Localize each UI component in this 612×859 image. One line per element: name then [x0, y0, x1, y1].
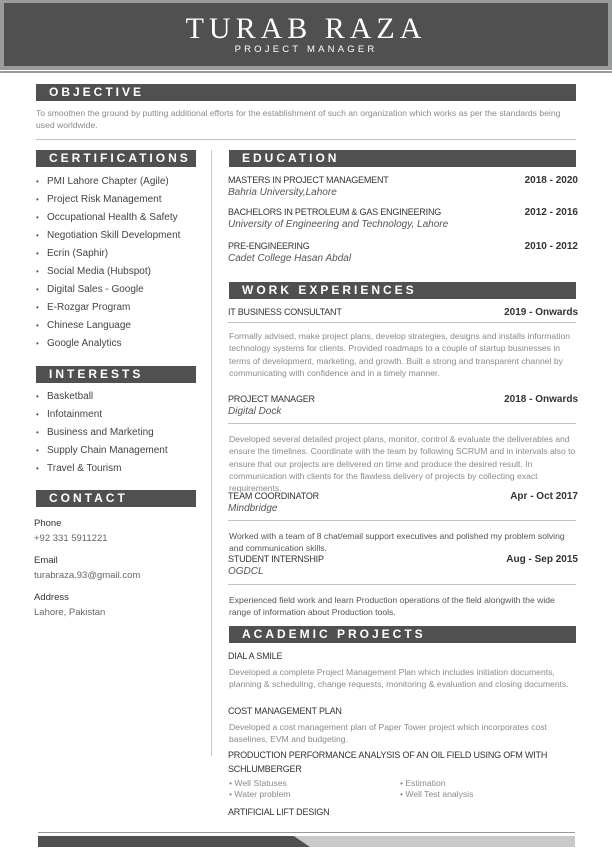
- header-divider: [0, 71, 612, 73]
- job-description: Experienced field work and learn Production operations of the field alongwith the wide range of information about Production tools.: [229, 595, 555, 618]
- education-degree: MASTERS IN PROJECT MANAGEMENT: [228, 175, 389, 185]
- job-company: Mindbridge: [228, 503, 278, 514]
- interest-item: • Basketball: [36, 388, 211, 406]
- job-description: Formally advised, make project plans, develop strategies, designs and installs information technology systems for clients. Provided roadmaps to a couple of startup businesses in terms of development, marketing, and growth. Built a strong and transparent channel by communicating with confidence and in a timely manner.: [229, 331, 571, 378]
- job-title: IT BUSINESS CONSULTANT: [228, 307, 342, 317]
- job-title: TEAM COORDINATOR: [228, 491, 319, 501]
- email-label: Email: [34, 555, 58, 566]
- work-heading: WORK EXPERIENCES: [229, 282, 576, 299]
- certification-item: • Occupational Health & Safety: [36, 209, 211, 227]
- interest-item: • Infotainment: [36, 406, 211, 424]
- objective-text: To smoothen the ground by putting additional efforts for the establishment of such an organization which works as per the standards being used worldwide.: [36, 108, 561, 131]
- interest-item: • Supply Chain Management: [36, 442, 211, 460]
- education-school: Cadet College Hasan Abdal: [228, 253, 352, 264]
- project-title: DIAL A SMILE: [228, 651, 283, 661]
- job-description: Worked with a team of 8 chat/email support executives and polished my problem solving and communication skills.: [229, 531, 565, 554]
- project-title: COST MANAGEMENT PLAN: [228, 706, 342, 716]
- certification-item: • Chinese Language: [36, 317, 211, 335]
- job-company: OGDCL: [228, 566, 264, 577]
- certification-item: • Google Analytics: [36, 335, 211, 353]
- education-school: University of Engineering and Technology, Lahore: [228, 219, 449, 230]
- divider: [228, 520, 576, 521]
- address-value: Lahore, Pakistan: [34, 607, 106, 618]
- certification-item: • Digital Sales - Google: [36, 281, 211, 299]
- divider: [36, 139, 576, 140]
- candidate-name: TURAB RAZA: [185, 12, 427, 45]
- email-value[interactable]: turabraza.93@gmail.com: [34, 570, 141, 581]
- education-heading: EDUCATION: [229, 150, 576, 167]
- job-dates: 2018 - Onwards: [504, 394, 578, 405]
- job-dates: 2019 - Onwards: [504, 307, 578, 318]
- job-description: Developed several detailed project plans, monitor, control & evaluate the deliverables and ensure the timelines. Coordinate with the team by following SCRUM and in intervals also to ensure that our projects are delivered on time and produce the desired result. In communication with clients for the flawless delivery of projects by collecting exact requirements.: [229, 434, 576, 494]
- project-title: PRODUCTION PERFORMANCE ANALYSIS OF AN OIL FIELD USING OFM WITH SCHLUMBERGER: [228, 750, 548, 774]
- certifications-list: [36, 173, 211, 353]
- objective-heading: OBJECTIVE: [36, 84, 576, 101]
- certification-item: • PMI Lahore Chapter (Agile): [36, 173, 211, 191]
- interest-item: • Business and Marketing: [36, 424, 211, 442]
- footer-accent: [38, 836, 310, 847]
- footer-line: [38, 832, 575, 833]
- education-dates: 2012 - 2016: [524, 207, 578, 218]
- job-title: STUDENT INTERNSHIP: [228, 554, 324, 564]
- project-bullet: • Well Test analysis: [400, 789, 474, 799]
- column-divider: [211, 150, 212, 756]
- project-description: Developed a complete Project Management Plan which includes initiation documents, planning & scheduling, change requests, monitoring & evaluation and closing documents.: [229, 667, 569, 690]
- job-title: PROJECT MANAGER: [228, 394, 315, 404]
- certifications-heading: CERTIFICATIONS: [36, 150, 196, 167]
- project-bullet: • Well Statuses: [229, 778, 287, 788]
- certification-item: • E-Rozgar Program: [36, 299, 211, 317]
- interest-item: • Travel & Tourism: [36, 460, 211, 478]
- education-degree: BACHELORS IN PETROLEUM & GAS ENGINEERING: [228, 207, 442, 217]
- education-school: Bahria University,Lahore: [228, 187, 337, 198]
- address-label: Address: [34, 592, 69, 603]
- phone-value: +92 331 5911221: [34, 533, 108, 544]
- divider: [228, 584, 576, 585]
- interests-list: [36, 388, 211, 478]
- education-degree: PRE-ENGINEERING: [228, 241, 310, 251]
- interests-heading: INTERESTS: [36, 366, 196, 383]
- project-title: ARTIFICIAL LIFT DESIGN: [228, 807, 330, 817]
- job-dates: Aug - Sep 2015: [506, 554, 578, 565]
- divider: [228, 423, 576, 424]
- job-company: Digital Dock: [228, 406, 282, 417]
- phone-label: Phone: [34, 518, 62, 529]
- candidate-role: PROJECT MANAGER: [234, 44, 378, 55]
- certification-item: • Social Media (Hubspot): [36, 263, 211, 281]
- education-dates: 2010 - 2012: [524, 241, 578, 252]
- certification-item: • Ecrin (Saphir): [36, 245, 211, 263]
- job-dates: Apr - Oct 2017: [510, 491, 578, 502]
- projects-heading: ACADEMIC PROJECTS: [229, 626, 576, 643]
- divider: [228, 322, 576, 323]
- contact-heading: CONTACT: [36, 490, 196, 507]
- project-bullet: • Estimation: [400, 778, 446, 788]
- certification-item: • Negotiation Skill Development: [36, 227, 211, 245]
- certification-item: • Project Risk Management: [36, 191, 211, 209]
- education-dates: 2018 - 2020: [524, 175, 578, 186]
- project-description: Developed a cost management plan of Paper Tower project which incorporates cost baselines, EVM and budgeting.: [229, 722, 547, 745]
- project-bullet: • Water problem: [229, 789, 291, 799]
